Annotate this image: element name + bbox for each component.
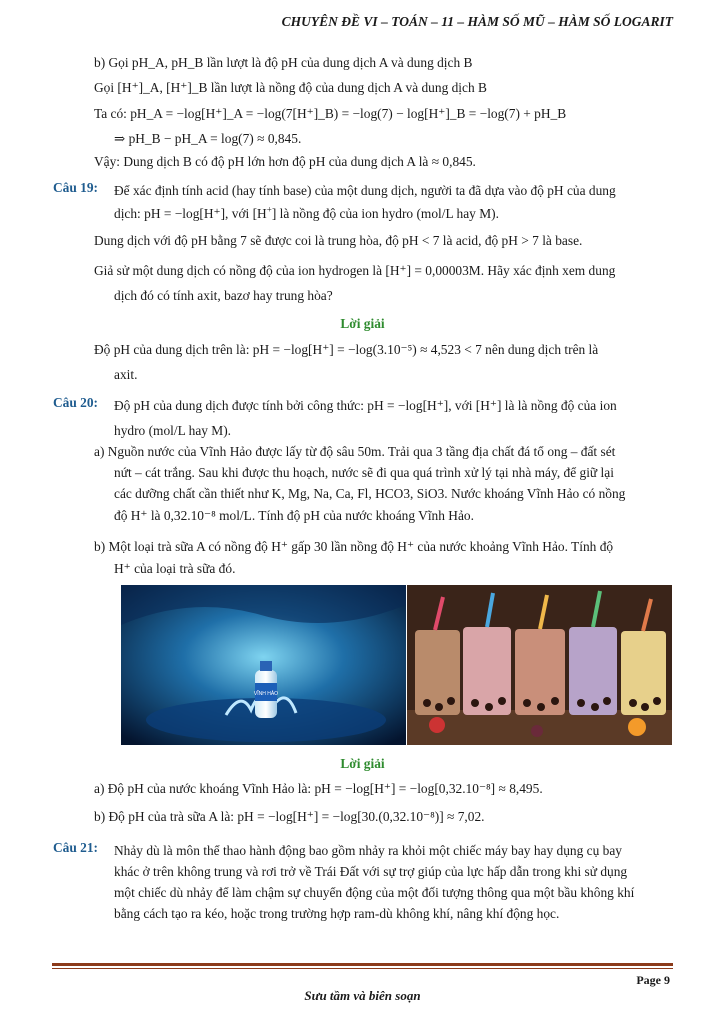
q19-line4: Giả sử một dung dịch có nồng độ của ion hydrogen là [H⁺] = 0,00003M. Hãy xác định xem dung (94, 263, 616, 278)
prev-b-conclusion: Vậy: Dung dịch B có độ pH lớn hơn độ pH của dung dịch A là ≈ 0,845. (94, 154, 476, 169)
q20-solution-a: a) Độ pH của nước khoáng Vĩnh Hảo là: pH = −log[H⁺] = −log[0,32.10⁻⁸] ≈ 8,495. (94, 781, 543, 796)
q20-a-line4: độ H⁺ là 0,32.10⁻⁸ mol/L. Tính độ pH của nước khoáng Vĩnh Hảo. (114, 508, 474, 523)
q20-solution-title: Lời giải (340, 756, 385, 771)
q21-line3: một chiếc dù nhảy để làm chậm sự chuyển động của một đối tượng thông qua một bầu không khí (114, 885, 635, 900)
milk-tea-photo (407, 585, 672, 745)
q19-solution-line1: Độ pH của dung dịch trên là: pH = −log[H⁺] = −log(3.10⁻⁵) ≈ 4,523 < 7 nên dung dịch trên là (94, 342, 599, 357)
q21-line4: bằng cách tạo ra kéo, hoặc trong trường hợp ram-dù không khí, nâng khí động học. (114, 906, 560, 921)
q19-line2: dịch: pH = −log[H⁺], với [H+] là nồng độ của ion hydro (mol/L hay M). (114, 204, 499, 221)
q21-line1: Nhảy dù là môn thể thao hành động bao gồm nhảy ra khỏi một chiếc máy bay hay dụng cụ bay (114, 843, 622, 858)
q19-line5: dịch đó có tính axit, bazơ hay trung hòa? (114, 288, 333, 303)
q20-line1: Độ pH của dung dịch được tính bởi công thức: pH = −log[H⁺], với [H⁺] là là nồng độ của ion (114, 398, 617, 413)
q19-solution-title: Lời giải (340, 316, 385, 331)
page-number: Page 9 (636, 973, 670, 987)
q19-line1: Để xác định tính acid (hay tính base) của một dung dịch, người ta đã dựa vào độ pH của dung (114, 183, 616, 198)
q20-a-line2: nứt – cát trắng. Sau khi được thu hoạch, nước sẽ đi qua quá trình xử lý tại nhà máy, để giữ lại (114, 465, 614, 480)
footer-credit: Sưu tầm và biên soạn (304, 988, 421, 1003)
q20-b-line1: b) Một loại trà sữa A có nồng độ H⁺ gấp 30 lần nồng độ H⁺ của nước khoảng Vĩnh Hảo. Tính độ (94, 539, 614, 554)
q19-line2a: dịch: pH = −log[H⁺], với [H (114, 206, 267, 221)
q21-line2: khác ở trên không trung và rơi trở về Trái Đất với sự trợ giúp của lực hấp dẫn trong khi sử dụng (114, 864, 628, 879)
question-20-label: Câu 20: (53, 395, 99, 410)
q19-solution-line2: axit. (114, 367, 138, 382)
bottle-label-text: VĨNH HẢO (253, 691, 279, 697)
q20-a-line1: a) Nguồn nước của Vĩnh Hảo được lấy từ độ sâu 50m. Trải qua 3 tầng địa chất đá tổ ong – đất sét (94, 444, 616, 459)
q20-a-line3: các dưỡng chất cần thiết như K, Mg, Na, Ca, Fl, HCO3, SiO3. Nước khoáng Vĩnh Hảo có nồng (114, 486, 626, 501)
q19-line3: Dung dịch với độ pH bằng 7 sẽ được coi là trung hòa, độ pH < 7 là acid, độ pH > 7 là base. (94, 233, 583, 248)
prev-b-line4: ⇒ pH_B − pH_A = log(7) ≈ 0,845. (114, 131, 302, 146)
q20-line2: hydro (mol/L hay M). (114, 423, 232, 438)
footer-rule-thick (52, 963, 673, 966)
q19-line2b: ] là nồng độ của ion hydro (mol/L hay M). (271, 206, 499, 221)
prev-b-line3: Ta có: pH_A = −log[H⁺]_A = −log(7[H⁺]_B) = −log(7) − log[H⁺]_B = −log(7) + pH_B (94, 106, 567, 121)
q20-solution-b: b) Độ pH của trà sữa A là: pH = −log[H⁺] = −log[30.(0,32.10⁻⁸)] ≈ 7,02. (94, 809, 485, 824)
footer-rule-thin (52, 968, 673, 969)
mineral-water-photo (121, 585, 406, 745)
question-21-label: Câu 21: (53, 840, 99, 855)
question-19-label: Câu 19: (53, 180, 99, 195)
q20-b-line2: H⁺ của loại trà sữa đó. (114, 561, 236, 576)
prev-b-line2: Gọi [H⁺]_A, [H⁺]_B lần lượt là nồng độ của dung dịch A và dung dịch B (94, 80, 487, 95)
page-header-title: CHUYÊN ĐỀ VI – TOÁN – 11 – HÀM SỐ MŨ – HÀM SỐ LOGARIT (281, 14, 673, 29)
prev-b-line1: b) Gọi pH_A, pH_B lần lượt là độ pH của dung dịch A và dung dịch B (94, 55, 473, 70)
